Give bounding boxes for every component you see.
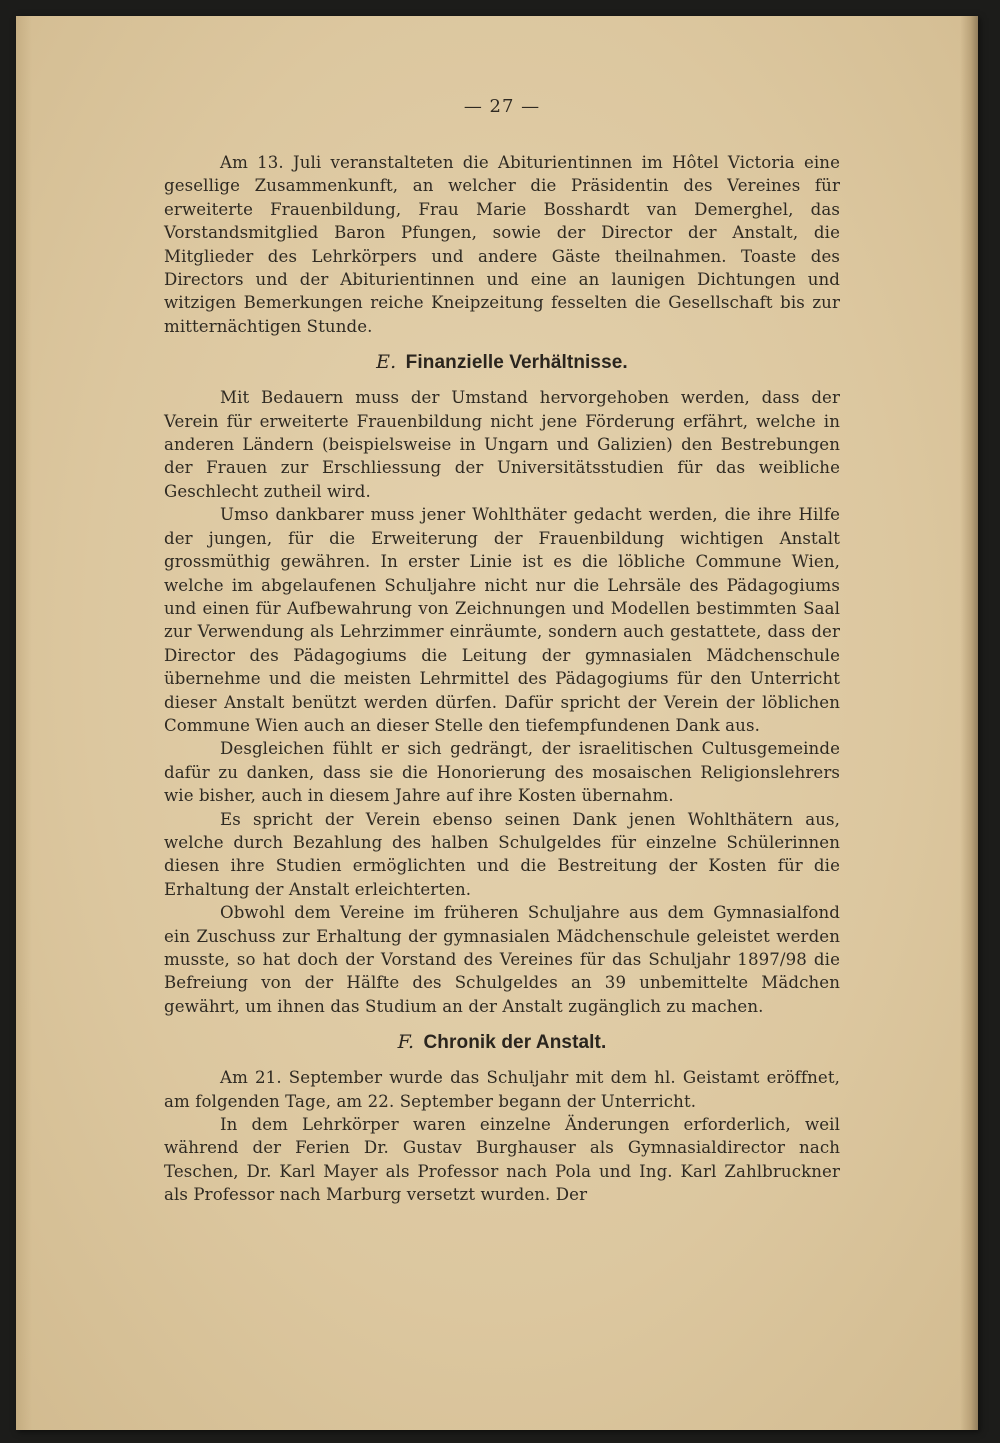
section-title-f: Chronik der Anstalt. <box>423 1032 607 1054</box>
section-heading-f <box>164 1030 840 1054</box>
section-letter-f: F. <box>397 1031 415 1054</box>
paragraph-f-1: Am 21. September wurde das Schuljahr mit dem hl. Geistamt eröffnet, am folgenden Tage, am 22. September begann der Unterricht. <box>164 1068 840 1111</box>
section-letter-e: E. <box>376 351 397 374</box>
paragraph-e-1: Mit Bedauern muss der Umstand hervorgehoben werden, dass der Verein für erweiterte Frauenbildung nicht jene Förderung erfährt, welche in anderen Ländern (beispielsweise in Ungarn und Galizien) den Bestrebungen der Frauen zur Erschliessung der Universitätsstudien für das weibliche Geschlecht zutheil wird. <box>164 388 840 501</box>
section-title-e: Finanzielle Verhältnisse. <box>405 352 628 374</box>
paragraph-e-5: Obwohl dem Vereine im früheren Schuljahre aus dem Gymnasialfond ein Zuschuss zur Erhaltung der gymnasialen Mädchenschule geleistet werden musste, so hat doch der Vorstand des Vereines für das Schuljahr 1897/98 die Befreiung von der Hälfte des Schulgeldes an 39 unbemittelte Mädchen gewährt, um ihnen das Studium an der Anstalt zugänglich zu machen. <box>164 903 840 1016</box>
section-heading-e <box>164 350 840 374</box>
text-block <box>164 94 840 1207</box>
paragraph-e-2: Umso dankbarer muss jener Wohlthäter gedacht werden, die ihre Hilfe der jungen, für die Erweiterung der Frauenbildung wichtigen Anstalt grossmüthig gewähren. In erster Linie ist es die löbliche Commune Wien, welche im abgelaufenen Schuljahre nicht nur die Lehrsäle des Pädagogiums und einen für Aufbewahrung von Zeichnungen und Modellen bestimmten Saal zur Verwendung als Lehrzimmer einräumte, sondern auch gestattete, dass der Director des Pädagogiums die Leitung der gymnasialen Mädchenschule übernehme und die meisten Lehrmittel des Pädagogiums für den Unterricht dieser Anstalt benützt werden dürfen. Dafür spricht der Verein der löblichen Commune Wien auch an dieser Stelle den tiefempfundenen Dank aus. <box>164 505 840 735</box>
book-page <box>16 16 978 1430</box>
paragraph-opening: Am 13. Juli veranstalteten die Abiturientinnen im Hôtel Victoria eine gesellige Zusammenkunft, an welcher die Präsidentin des Vereines für erweiterte Frauenbildung, Frau Marie Bosshardt van Demerghel, das Vorstandsmitglied Baron Pfungen, sowie der Director der Anstalt, die Mitglieder des Lehrkörpers und andere Gäste theilnahmen. Toaste des Directors und der Abiturientinnen und eine an launigen Dichtungen und witzigen Bemerkungen reiche Kneipzeitung fesselten die Gesellschaft bis zur mitternächtigen Stunde. <box>164 153 840 336</box>
page-right-edge <box>960 16 978 1430</box>
paragraph-e-3: Desgleichen fühlt er sich gedrängt, der israelitischen Cultusgemeinde dafür zu danken, dass sie die Honorierung des mosaischen Religionslehrers wie bisher, auch in diesem Jahre auf ihre Kosten übernahm. <box>164 739 840 806</box>
paragraph-e-4: Es spricht der Verein ebenso seinen Dank jenen Wohlthätern aus, welche durch Bezahlung des halben Schulgeldes für einzelne Schülerinnen diesen ihre Studien ermöglichten und die Bestreitung der Kosten für die Erhaltung der Anstalt erleichterten. <box>164 809 840 899</box>
page-left-shadow <box>16 16 32 1430</box>
page-number: — 27 — <box>463 96 541 117</box>
paragraph-f-2: In dem Lehrkörper waren einzelne Änderungen erforderlich, weil während der Ferien Dr. Gustav Burghauser als Gymnasialdirector nach Teschen, Dr. Karl Mayer als Professor nach Pola und Ing. Karl Zahlbruckner als Professor nach Marburg versetzt wurden. Der <box>164 1115 840 1205</box>
